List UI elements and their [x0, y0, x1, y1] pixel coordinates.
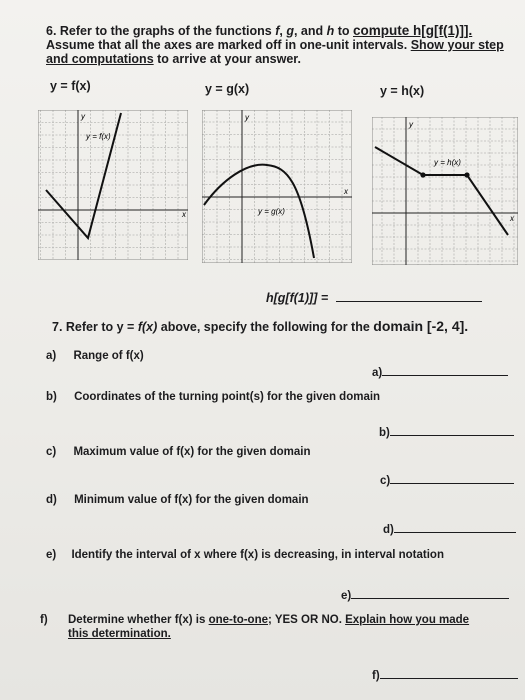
g-axis-y-label: y — [245, 113, 249, 122]
q7b-answer-label: b) — [379, 427, 390, 439]
q6-f: f — [275, 24, 280, 38]
q6-show-steps-underlined: Show your step — [410, 38, 504, 52]
q6-text: to — [334, 24, 353, 38]
h-point — [464, 172, 469, 177]
q7b — [46, 391, 380, 403]
g-curve-label: y = g(x) — [258, 207, 285, 216]
q7c-blank[interactable] — [390, 482, 514, 484]
q7f-letter-wrap — [40, 614, 48, 626]
label-f: y = f(x) — [50, 79, 91, 93]
q6-computations-underlined: and computations — [46, 52, 154, 66]
q7c — [46, 446, 311, 458]
g-axis-x-label: x — [344, 187, 348, 196]
q7c-letter: c) — [46, 446, 57, 458]
q7b-blank[interactable] — [390, 434, 514, 436]
q7b-text: Coordinates of the turning point(s) for the given domain — [74, 391, 381, 403]
q7e-answer-label: e) — [341, 590, 352, 602]
q6-compute-underlined: compute h[g[f(1)]]. — [353, 23, 473, 38]
h-point — [420, 172, 425, 177]
q6-text: , — [279, 24, 287, 38]
q7d-blank[interactable] — [394, 531, 516, 533]
q6-line-3 — [46, 52, 301, 66]
q7-fx: f(x) — [137, 320, 158, 334]
q6-g: g — [286, 24, 294, 38]
label-g: y = g(x) — [205, 82, 250, 96]
q7a-blank[interactable] — [382, 374, 508, 376]
q7-intro — [52, 318, 468, 334]
q7-text: above, specify the following for the — [157, 320, 374, 334]
q7f-text: ; YES OR NO. — [268, 614, 346, 626]
f-axis-x-label: x — [182, 210, 186, 219]
q6-answer-expression: h[g[f(1)]] = — [266, 291, 329, 305]
h-axis-y-label: y — [409, 120, 413, 129]
q7c-text: Maximum value of f(x) for the given domain — [73, 446, 311, 458]
q7a-letter: a) — [46, 350, 57, 362]
q6-line-2 — [46, 38, 504, 52]
q7c-answer-label: c) — [380, 475, 391, 487]
q7e-answer — [341, 590, 509, 602]
q7d — [46, 494, 309, 506]
q7f-letter: f) — [40, 614, 48, 626]
q7-text: 7. Refer to y = — [52, 320, 138, 334]
q7e — [46, 549, 444, 561]
graph-g — [202, 110, 352, 263]
q6-text: , and — [293, 24, 327, 38]
q7d-answer — [383, 524, 516, 536]
q7d-letter: d) — [46, 494, 57, 506]
q7f-explain-underlined: Explain how you made — [345, 614, 470, 626]
q6-h: h — [326, 24, 335, 38]
q7a-answer — [372, 367, 508, 379]
q7e-letter: e) — [46, 549, 57, 561]
q7f-blank[interactable] — [380, 677, 518, 679]
graph-h — [372, 117, 518, 265]
q7f-text: Determine whether f(x) is — [68, 614, 209, 626]
q7-domain: domain [-2, 4]. — [373, 318, 469, 334]
f-axis-y-label: y — [81, 112, 85, 121]
graph-f — [38, 110, 188, 260]
q6-text: to arrive at your answer. — [153, 52, 301, 66]
q7f-line-1 — [68, 614, 469, 626]
q7a — [46, 350, 144, 362]
q7e-text: Identify the interval of x where f(x) is decreasing, in interval notation — [71, 549, 444, 561]
q7d-text: Minimum value of f(x) for the given domain — [74, 494, 309, 506]
q7c-answer — [380, 475, 514, 487]
q7f-determination-underlined: this determination. — [68, 628, 171, 640]
q6-answer-line — [266, 291, 482, 305]
q6-text: 6. Refer to the graphs of the functions — [46, 24, 276, 38]
f-curve-label: y = f(x) — [86, 132, 111, 141]
q7e-blank[interactable] — [351, 597, 509, 599]
q6-text: Assume that all the axes are marked off in one-unit intervals. — [46, 38, 411, 52]
q7f-answer-label: f) — [372, 670, 380, 682]
q7f-one-to-one: one-to-one — [208, 614, 268, 626]
q6-line-1 — [46, 23, 472, 38]
q7f-line-2 — [68, 628, 171, 640]
q6-answer-blank[interactable] — [336, 300, 482, 302]
q7b-answer — [379, 427, 514, 439]
q7a-answer-label: a) — [372, 367, 383, 379]
q7d-answer-label: d) — [383, 524, 394, 536]
q7b-letter: b) — [46, 391, 57, 403]
h-curve-label: y = h(x) — [434, 158, 461, 167]
q7a-text: Range of f(x) — [73, 350, 144, 362]
label-h: y = h(x) — [380, 84, 425, 98]
h-axis-x-label: x — [510, 214, 514, 223]
q7f-answer — [372, 670, 518, 682]
